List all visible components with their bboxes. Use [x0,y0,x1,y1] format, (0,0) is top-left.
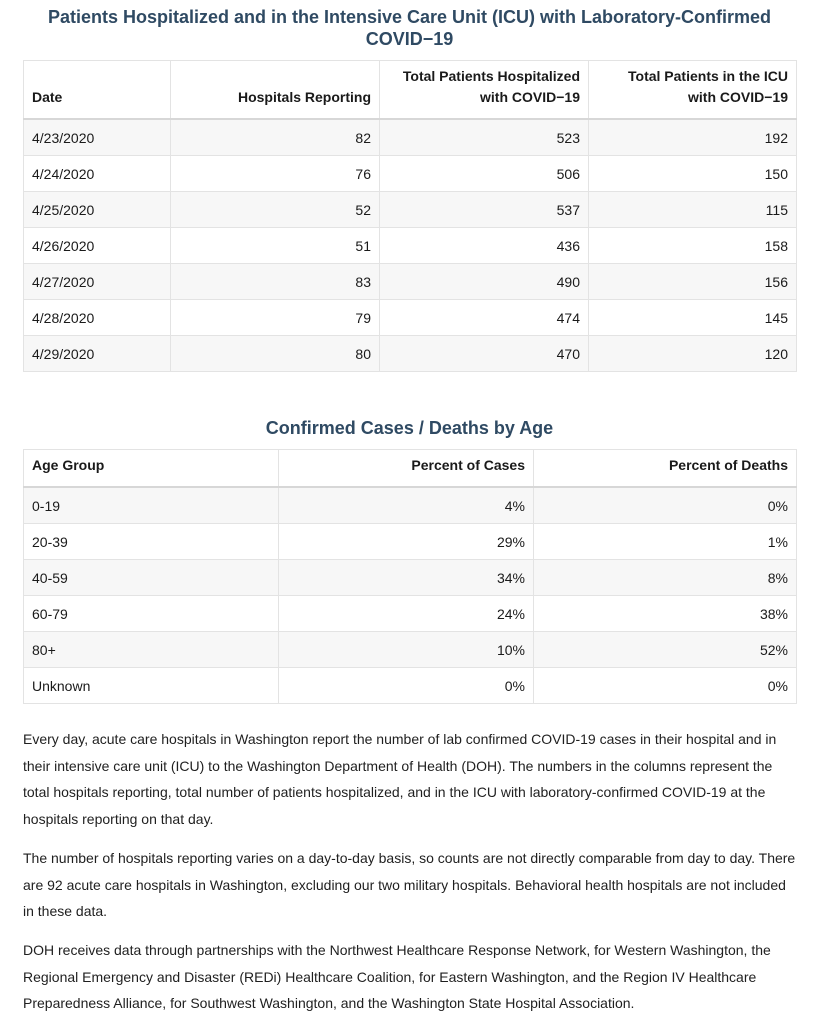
hospitals-reporting-cell: 52 [171,192,380,228]
hospitals-reporting-cell: 83 [171,264,380,300]
total-hospitalized-cell: 474 [380,300,589,336]
percent-cases-cell: 24% [279,596,534,632]
percent-cases-cell: 10% [279,632,534,668]
total-icu-cell: 150 [589,156,797,192]
total-hospitalized-cell: 490 [380,264,589,300]
hospitalization-table [23,60,797,372]
hospitalization-table-title: Patients Hospitalized and in the Intensive Care Unit (ICU) with Laboratory-Confirmed COVID−19 [47,7,772,49]
column-header-percent-cases: Percent of Cases [279,450,534,488]
date-cell: 4/29/2020 [24,336,171,372]
percent-cases-cell: 34% [279,560,534,596]
percent-cases-cell: 0% [279,668,534,704]
age-group-cell: 60-79 [24,596,279,632]
age-group-cell: 0-19 [24,487,279,524]
total-icu-cell: 156 [589,264,797,300]
column-header-age-group: Age Group [24,450,279,488]
age-group-cell: Unknown [24,668,279,704]
age-group-cell: 40-59 [24,560,279,596]
percent-deaths-cell: 52% [534,632,797,668]
date-cell: 4/27/2020 [24,264,171,300]
table-row [24,487,797,524]
percent-deaths-cell: 8% [534,560,797,596]
table-row [24,300,797,336]
hospitals-reporting-cell: 80 [171,336,380,372]
date-cell: 4/23/2020 [24,119,171,156]
hospitals-reporting-cell: 76 [171,156,380,192]
percent-cases-cell: 29% [279,524,534,560]
percent-deaths-cell: 1% [534,524,797,560]
total-icu-cell: 115 [589,192,797,228]
total-hospitalized-cell: 506 [380,156,589,192]
column-header-percent-deaths: Percent of Deaths [534,450,797,488]
note-paragraph-hospital-count: The number of hospitals reporting varies on a day-to-day basis, so counts are not directly comparable from day to day. There are 92 acute care hospitals in Washington, excluding our two military hospitals. Behavioral health hospitals are not included in these data. [23,850,796,919]
percent-cases-cell: 4% [279,487,534,524]
table-row [24,264,797,300]
note-paragraph-data-sources: DOH receives data through partnerships with the Northwest Healthcare Response Network, for Western Washington, the Regional Emergency and Disaster (REDi) Healthcare Coalition, for Eastern Washington, and the Region IV Healthcare Preparedness Alliance, for Southwest Washington, and the Washington State Hospital Association. [23,942,771,1011]
column-header-date: Date [24,61,171,120]
date-cell: 4/28/2020 [24,300,171,336]
percent-deaths-cell: 0% [534,487,797,524]
date-cell: 4/26/2020 [24,228,171,264]
table-row [24,336,797,372]
table-header-row [24,450,797,488]
table-row [24,632,797,668]
total-hospitalized-cell: 523 [380,119,589,156]
column-header-total-hospitalized: Total Patients Hospitalized with COVID−19 [380,61,589,120]
table-row [24,668,797,704]
hospitals-reporting-cell: 82 [171,119,380,156]
date-cell: 4/24/2020 [24,156,171,192]
total-hospitalized-cell: 470 [380,336,589,372]
table-row [24,596,797,632]
table-row [24,119,797,156]
total-icu-cell: 120 [589,336,797,372]
age-table [23,449,797,704]
percent-deaths-cell: 38% [534,596,797,632]
note-paragraph-reporting: Every day, acute care hospitals in Washington report the number of lab confirmed COVID-19 cases in their hospital and in their intensive care unit (ICU) to the Washington Department of Health (DOH). The numbers in the columns represent the total hospitals reporting, total number of patients hospitalized, and in the ICU with laboratory-confirmed COVID-19 at the hospitals reporting on that day. [23,731,777,827]
table-row [24,524,797,560]
hospitals-reporting-cell: 79 [171,300,380,336]
table-row [24,560,797,596]
age-group-cell: 20-39 [24,524,279,560]
column-header-total-icu: Total Patients in the ICU with COVID−19 [589,61,797,120]
table-header-row [24,61,797,120]
total-icu-cell: 158 [589,228,797,264]
total-icu-cell: 145 [589,300,797,336]
total-hospitalized-cell: 537 [380,192,589,228]
total-hospitalized-cell: 436 [380,228,589,264]
hospitals-reporting-cell: 51 [171,228,380,264]
column-header-hospitals-reporting: Hospitals Reporting [171,61,380,120]
table-row [24,192,797,228]
table-row [24,228,797,264]
age-table-title: Confirmed Cases / Deaths by Age [265,418,554,438]
total-icu-cell: 192 [589,119,797,156]
date-cell: 4/25/2020 [24,192,171,228]
table-row [24,156,797,192]
percent-deaths-cell: 0% [534,668,797,704]
age-group-cell: 80+ [24,632,279,668]
